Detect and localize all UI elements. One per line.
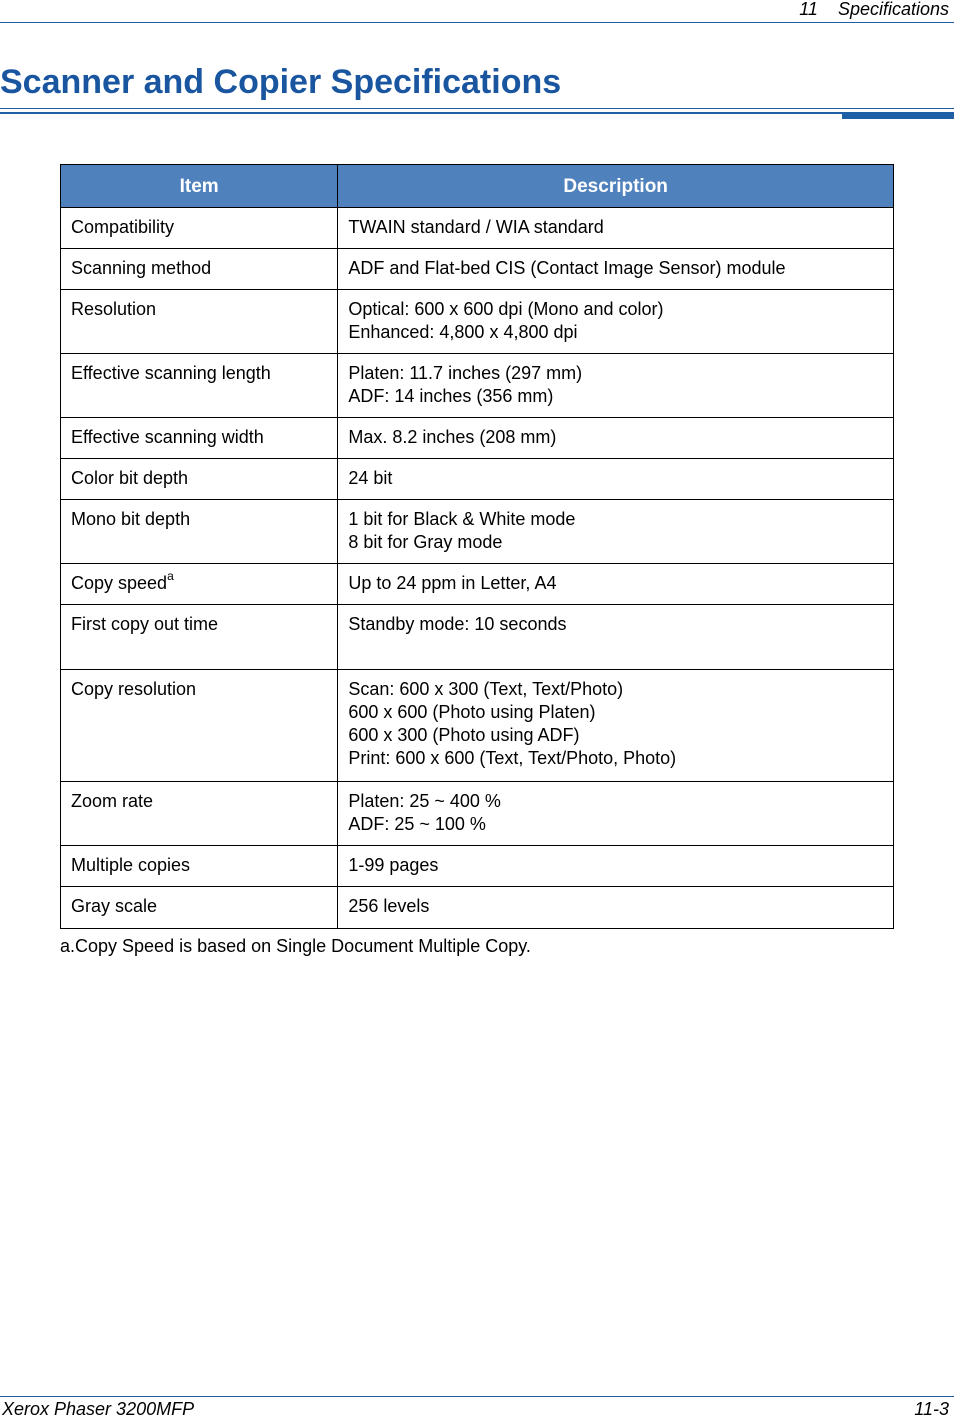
page-title: Scanner and Copier Specifications xyxy=(0,63,562,101)
table-row xyxy=(61,782,894,846)
description-line: Platen: 25 ~ 400 % xyxy=(348,791,501,811)
item-cell xyxy=(61,846,338,887)
item-cell xyxy=(61,564,338,605)
item-cell xyxy=(61,208,338,249)
description-cell xyxy=(338,418,894,459)
specifications-table xyxy=(60,164,894,929)
footer-rule xyxy=(0,1396,954,1397)
item-cell xyxy=(61,418,338,459)
description-line: Scan: 600 x 300 (Text, Text/Photo) xyxy=(348,679,624,699)
description-line: Standby mode: 10 seconds xyxy=(348,614,567,634)
table-header-row xyxy=(61,165,894,208)
item-cell xyxy=(61,605,338,670)
description-line: 24 bit xyxy=(348,468,393,488)
item-cell xyxy=(61,887,338,929)
description-line: Optical: 600 x 600 dpi (Mono and color) xyxy=(348,299,664,319)
header-rule xyxy=(0,22,954,23)
item-cell xyxy=(61,290,338,354)
item-label: Compatibility xyxy=(71,217,175,237)
item-cell xyxy=(61,500,338,564)
description-line: Enhanced: 4,800 x 4,800 dpi xyxy=(348,322,578,342)
table-row xyxy=(61,670,894,782)
title-rule-thin xyxy=(0,108,954,109)
description-cell xyxy=(338,208,894,249)
description-cell xyxy=(338,354,894,418)
description-line: 256 levels xyxy=(348,896,430,916)
description-line: 1 bit for Black & White mode xyxy=(348,509,576,529)
table-body xyxy=(61,208,894,929)
description-line: Up to 24 ppm in Letter, A4 xyxy=(348,573,557,593)
table-row xyxy=(61,354,894,418)
item-cell xyxy=(61,782,338,846)
description-cell xyxy=(338,564,894,605)
item-label: Multiple copies xyxy=(71,855,191,875)
item-label: Resolution xyxy=(71,299,157,319)
item-label: Copy speed xyxy=(71,573,168,593)
column-header-item: Item xyxy=(61,165,338,208)
description-cell xyxy=(338,782,894,846)
title-rule-thick xyxy=(0,112,954,114)
chapter-section: Specifications xyxy=(837,0,949,19)
description-line: TWAIN standard / WIA standard xyxy=(348,217,604,237)
description-cell xyxy=(338,249,894,290)
item-cell xyxy=(61,354,338,418)
table-row xyxy=(61,459,894,500)
item-label: Zoom rate xyxy=(71,791,154,811)
item-label: First copy out time xyxy=(71,614,219,634)
title-accent-tab xyxy=(842,112,954,119)
column-header-description: Description xyxy=(338,165,894,208)
description-line: Platen: 11.7 inches (297 mm) xyxy=(348,363,583,383)
table-row xyxy=(61,500,894,564)
table-row xyxy=(61,846,894,887)
footnote: a.Copy Speed is based on Single Document Multiple Copy. xyxy=(60,936,531,956)
description-line: Max. 8.2 inches (208 mm) xyxy=(348,427,557,447)
item-cell xyxy=(61,459,338,500)
description-line: ADF: 14 inches (356 mm) xyxy=(348,386,554,406)
item-label: Effective scanning length xyxy=(71,363,271,383)
item-cell xyxy=(61,670,338,782)
description-line: ADF and Flat-bed CIS (Contact Image Sensor) module xyxy=(348,258,786,278)
description-cell xyxy=(338,887,894,929)
chapter-number: 11 xyxy=(799,0,818,19)
item-label: Color bit depth xyxy=(71,468,189,488)
description-line: 600 x 300 (Photo using ADF) xyxy=(348,725,580,745)
description-cell xyxy=(338,290,894,354)
description-line: 600 x 600 (Photo using Platen) xyxy=(348,702,596,722)
running-header xyxy=(799,0,949,18)
description-cell xyxy=(338,459,894,500)
description-cell xyxy=(338,670,894,782)
description-cell xyxy=(338,605,894,670)
description-line: Print: 600 x 600 (Text, Text/Photo, Photo) xyxy=(348,748,677,768)
item-label: Mono bit depth xyxy=(71,509,191,529)
table-row xyxy=(61,564,894,605)
description-line: ADF: 25 ~ 100 % xyxy=(348,814,486,834)
table-row xyxy=(61,887,894,929)
table-row xyxy=(61,605,894,670)
item-label: Gray scale xyxy=(71,896,158,916)
item-label: Effective scanning width xyxy=(71,427,264,447)
item-label: Copy resolution xyxy=(71,679,197,699)
footnote-marker: a xyxy=(167,569,174,583)
table-row xyxy=(61,418,894,459)
table-row xyxy=(61,249,894,290)
description-line: 1-99 pages xyxy=(348,855,439,875)
description-cell xyxy=(338,500,894,564)
table-row xyxy=(61,208,894,249)
description-cell xyxy=(338,846,894,887)
description-line: 8 bit for Gray mode xyxy=(348,532,503,552)
item-label: Scanning method xyxy=(71,258,212,278)
footer-page-number: 11-3 xyxy=(914,1399,949,1419)
item-cell xyxy=(61,249,338,290)
footer-product-name: Xerox Phaser 3200MFP xyxy=(2,1399,195,1419)
table-row xyxy=(61,290,894,354)
